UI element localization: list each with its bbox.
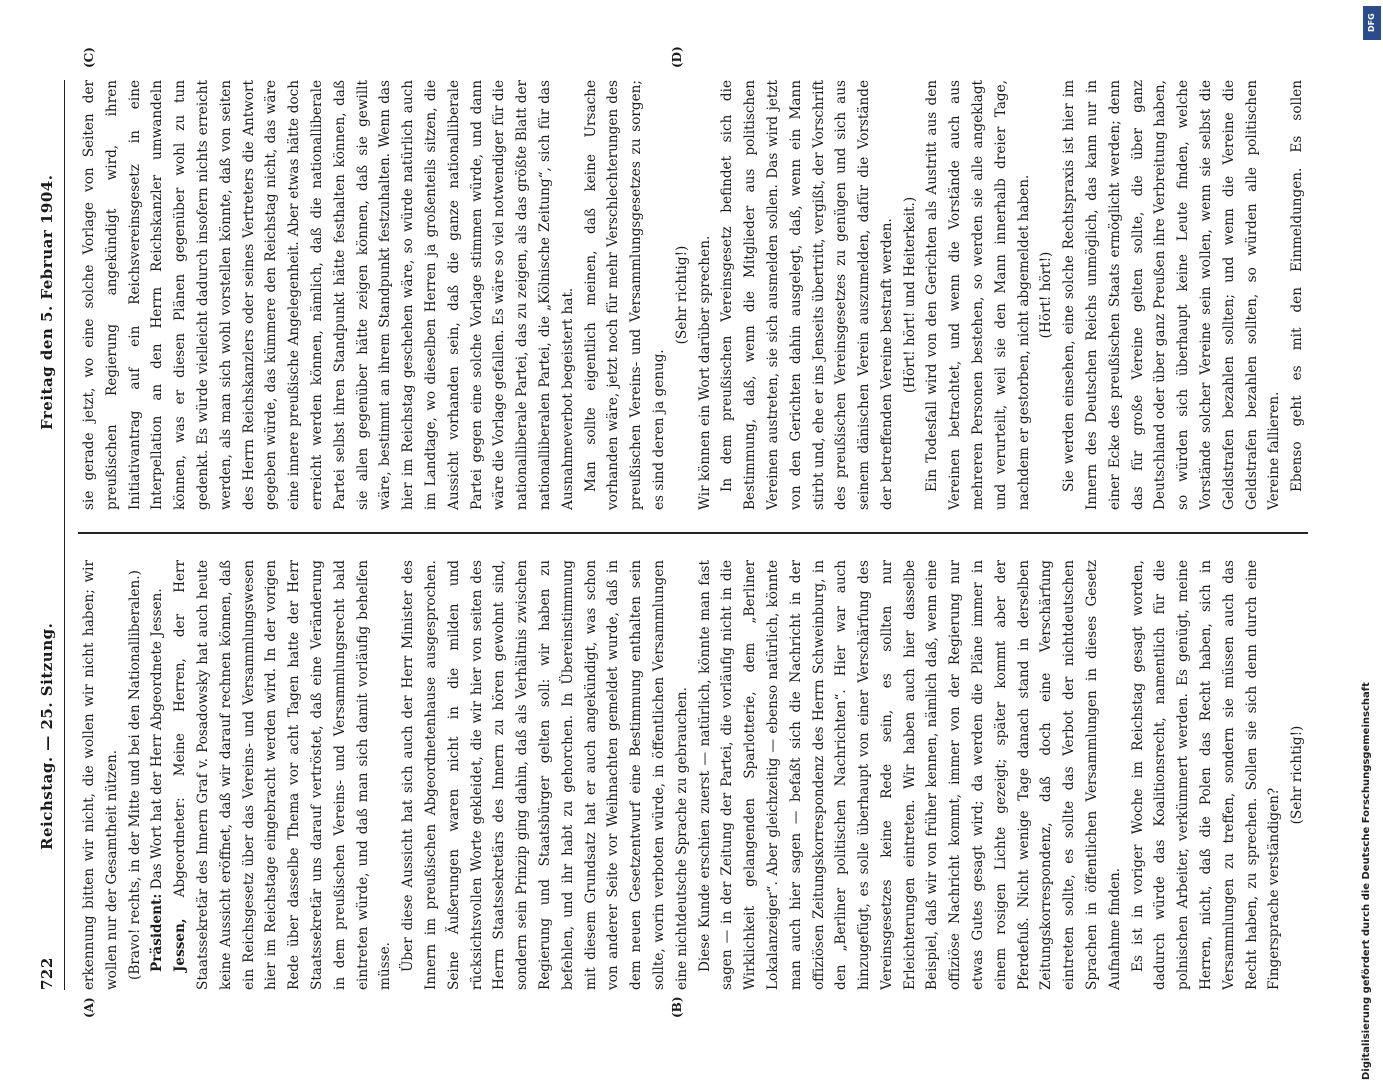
right-paragraph-1: sie gerade jetzt, wo eine solche Vorlage von Seiten der preußischen Regierung angekündigt wird, ihren Initiativantrag auf ein Reichsvereinsgesetz in eine Interpellation an den Herrn Reichskanzler umwandeln können, was er diesen Plänen gegenüber wohl zu tun gedenkt. Es würde vielleicht dadurch insofern nichts erreicht werden, als man sich wohl vorstellen könnte, daß von seiten des Herrn Reichskanzlers oder seines Vertreters die Antwort gegeben würde, das kümmere den Reichstag nicht, das wäre eine innere preußische Angelegenheit. Aber etwas hätte doch erreicht werden können, nämlich, daß die nationalliberale Partei selbst ihren Standpunkt hätte festhalten können, daß sie allen gegenüber hätte zeigen können, daß sie gewillt wäre, bestimmt an ihrem Standpunkt festzuhalten. Wenn das hier im Reichstag geschehen wäre, so würde natürlich auch im Landtage, wo dieselben Herren ja großenteils sitzen, die Aussicht vorhanden sein, daß die ganze nationalliberale Partei gegen eine solche Vorlage stimmen würde, und dann wäre die Vorlage gefallen. Es wäre so viel notwendiger für die nationalliberale Partei, das zu zeigen, als das größte Blatt der nationalliberalen Partei, die „Kölnische Zeitung“, sich für das Ausnahmeverbot begeistert hat. xyxy=(81,80,576,510)
right-interjection-3: (Hört! hört!) xyxy=(1038,251,1055,339)
jessen-text: Abgeordneter: Meine Herren, der Herr Staatssekretär des Innern Graf v. Posadowsky hat auch heute keine Aussicht eröffnet, daß wir darauf rechnen können, daß ein Reichsgesetz über das Vereins- und Versammlungswesen hier im Reichstage eingebracht werden wird. In der vorigen Rede über dasselbe Thema vor acht Tagen hatte der Herr Staatssekretär uns darauf vertröstet, daß eine Veränderung in dem preußischen Vereins- und Versammlungsrecht bald eintreten würde, und daß man sich damit vorläufig behelfen müsse. xyxy=(172,560,394,990)
left-paragraph-6: Diese Kunde erschien zuerst — natürlich, könnte man fast sagen — in der Zeitung der Partei, die vorläufig nicht in die Wirklichkeit gelangenden Sparlotterie, dem „Berliner Lokalanzeiger“. Aber gleichzeitig — ebenso natürlich, könnte man auch hier sagen — befaßt sich die Nachricht in der offiziösen Zeitungskorrespondenz des Herrn Schweinburg, in den „Berliner politischen Nachrichten“. Hier war auch hinzugefügt, es solle überhaupt von einer Verschärfung des Vereinsgesetzes keine Rede sein, es sollten nur Erleichterungen eintreten. Wir haben auch hier dasselbe Beispiel, daß wir von früher kennen, nämlich daß, wenn eine offiziöse Nachricht kommt, immer von der Regierung nur etwas Gutes gesagt wird; da werden die Pläne immer in einem rosigen Lichte gezeigt; später kommt aber der Pferdefuß. Nicht wenige Tage danach stand in derselben Zeitungskorrespondenz, daß doch eine Verschärfung eintreten sollte, es sollte das Verbot der nichtdeutschen Sprachen in öffentlichen Versammlungen in dieses Gesetz Aufnahme finden. xyxy=(696,560,1123,990)
right-paragraph-7: Ein Todesfall wird von den Gerichten als Austritt aus den Vereinen betrachtet, und wenn die Vorstände auch aus mehreren Personen bestehen, so werden sie alle angeklagt und verurteilt, weil sie den Mann innerhalb dreier Tage, nachdem er gestorben, nicht abgemeldet haben. xyxy=(924,80,1032,510)
header-right-title: Freitag den 5. Februar 1904. xyxy=(38,174,56,430)
right-paragraph-2: Man sollte eigentlich meinen, daß keine Ursache vorhanden wäre, jetzt noch für mehr Verschlechterungen des preußischen Vereins- und Versammlungsgesetzes zu sorgen; es sind deren ja genug. xyxy=(582,80,667,510)
dfg-logo: DFG xyxy=(1363,6,1381,40)
right-interjection-2: (Hört! hört! und Heiterkeit.) xyxy=(901,196,918,394)
left-paragraph-5: Über diese Aussicht hat sich auch der Herr Minister des Innern im preußischen Abgeordnetenhause ausgesprochen. Seine Äußerungen waren nicht in die milden und rücksichtsvollen Worte gekleidet, die wir hier von seiten des Herrn Staatssekretärs des Innern zu hören gewohnt sind, sondern sein Prinzip ging dahin, daß als Verhältnis zwischen Regierung und Staatsbürger gelten soll: wir haben zu befehlen, und ihr habt zu gehorchen. In Übereinstimmung mit diesem Grundsatz hat er auch angekündigt, was schon von anderer Seite vor Weihnachten gemeldet wurde, daß in dem neuen Gesetzentwurf eine Bestimmung enthalten sein sollte, worin verboten würde, in öffentlichen Versammlungen eine nichtdeutsche Sprache zu gebrauchen. xyxy=(400,560,690,990)
speaker-label-president: Präsident: xyxy=(149,893,166,972)
left-interjection-2: (Sehr richtig!) xyxy=(1289,725,1306,825)
left-paragraph-7: Es ist in voriger Woche im Reichstag gesagt worden, dadurch würde das Koalitionsrecht, namentlich für die polnischen Arbeiter, verkümmert werden. Es genügt, meine Herren, nicht, daß die Polen das Recht haben, sich in Versammlungen zu treffen, sondern sie müssen auch das Recht haben, zu sprechen. Sollen sie sich denn durch eine Fingersprache verständigen? xyxy=(1129,560,1283,990)
left-interjection-1: (Bravo! rechts, in der Mitte und bei den Nationalliberalen.) xyxy=(126,570,143,980)
right-interjection-1: (Sehr richtig!) xyxy=(673,245,690,345)
margin-marker-d: (D) xyxy=(670,46,684,68)
speaker-label-jessen: Jessen, xyxy=(172,918,189,972)
right-paragraph-10: Ebenso geht es mit den Einmeldungen. Es sollen xyxy=(1289,80,1306,492)
header-rule xyxy=(64,80,65,990)
right-paragraph-9: Sie werden einsehen, eine solche Rechtspraxis ist hier im Innern des Deutschen Reichs unmöglich, das kann nur in einer Ecke des preußischen Staats ermöglicht werden; denn das für große Vereine gelten sollte, die über ganz Deutschland oder über ganz Preußen ihre Verbreitung haben, so würden sich überhaupt keine Leute finden, welche Vorstände solcher Vereine sein wollen, wenn sie selbst die Geldstrafen bezahlen sollten; und wenn die Vereine die Geldstrafen bezahlen sollten, so würden alle politischen Vereine fallieren. xyxy=(1061,80,1283,510)
left-paragraph-1: erkennung bitten wir nicht, die wollen wir nicht haben; wir wollen nur der Gesamtheit nützen. xyxy=(81,560,120,990)
left-paragraph-president xyxy=(146,560,169,990)
header-left-title: Reichstag. — 25. Sitzung. xyxy=(38,622,56,850)
page-number: 722 xyxy=(38,957,56,990)
rotated-page xyxy=(30,10,1330,1018)
page-header xyxy=(30,90,66,990)
president-text: Das Wort hat der Herr Abgeordnete Jessen. xyxy=(149,588,166,890)
margin-marker-b: (B) xyxy=(670,996,684,1018)
margin-marker-c: (C) xyxy=(82,47,96,68)
digitization-credit: Digitalisierung gefördert durch die Deutsche Forschungsgemeinschaft xyxy=(1361,682,1372,1080)
right-column xyxy=(78,80,1308,510)
right-paragraph-4: Wir können ein Wort darüber sprechen. xyxy=(696,235,713,510)
column-divider xyxy=(78,532,1308,534)
left-column xyxy=(78,560,1308,990)
right-paragraph-5: In dem preußischen Vereinsgesetz befindet sich die Bestimmung, daß, wenn die Mitglieder aus politischen Vereinen austreten, sie sich ausmelden sollen. Das wird jetzt von den Gerichten dahin ausgelegt, daß, wenn ein Mann stirbt und, ehe er ins Jenseits übertritt, vergißt, der Vorschrift des preußischen Vereinsgesetzes zu genügen und sich aus seinem dänischen Verein auszumelden, dafür die Vorstände der betreffenden Vereine bestraft werden. xyxy=(719,80,895,510)
margin-marker-a: (A) xyxy=(82,997,96,1018)
left-paragraph-jessen xyxy=(169,560,397,990)
